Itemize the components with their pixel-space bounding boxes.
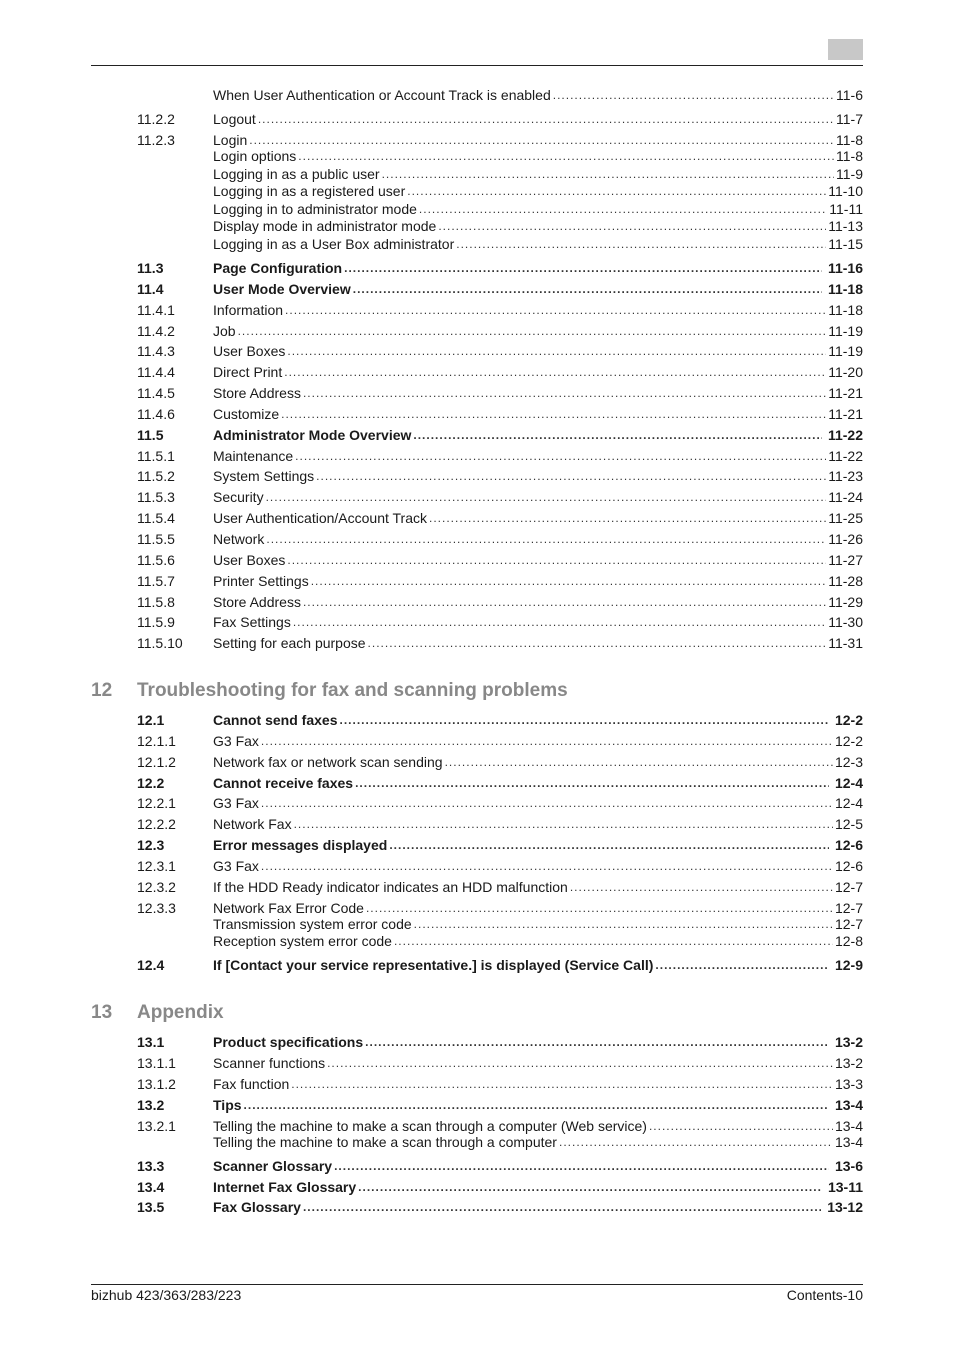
toc-dot-leader	[291, 1076, 833, 1093]
toc-entry-number: 13.1.1	[137, 1054, 176, 1071]
toc-dot-leader	[358, 1179, 822, 1196]
toc-entry-title: Cannot receive faxes	[213, 774, 354, 791]
toc-entry-page: 11-29	[828, 593, 863, 610]
toc-entry-title: Network	[213, 530, 265, 547]
toc-dot-leader	[419, 201, 827, 218]
toc-entry[interactable]	[137, 1054, 863, 1072]
toc-entry[interactable]	[137, 426, 863, 444]
header-rule	[91, 65, 863, 66]
toc-entry-page: 11-21	[828, 384, 863, 401]
toc-dot-leader	[244, 1097, 829, 1114]
toc-entry-page: 12-2	[834, 732, 863, 749]
toc-entry-title: Network Fax Error Code	[213, 899, 364, 916]
toc-entry[interactable]	[137, 956, 863, 974]
toc-entry-title: Maintenance	[213, 447, 294, 464]
chapter-13-number: 13	[91, 1002, 113, 1023]
toc-entry-title: G3 Fax	[213, 857, 259, 874]
toc-entry-page: 11-30	[828, 613, 863, 630]
chapter-13-title: Appendix	[137, 1002, 224, 1023]
toc-entry-title: Logout	[213, 110, 256, 127]
toc-entry-page: 13-6	[834, 1157, 863, 1174]
toc-entry-title: Store Address	[213, 593, 301, 610]
toc-entry-title: Cannot send faxes	[213, 711, 338, 728]
footer-rule	[91, 1284, 863, 1285]
toc-entry[interactable]	[137, 280, 863, 298]
toc-dot-leader	[281, 406, 826, 423]
toc-entry-page: 11-10	[828, 182, 863, 199]
toc-dot-leader	[655, 957, 829, 974]
toc-entry-number: 12.1	[137, 711, 165, 728]
toc-entry[interactable]	[137, 815, 863, 833]
toc-dot-leader	[649, 1118, 833, 1135]
toc-entry-page: 11-18	[828, 301, 863, 318]
toc-dot-leader	[382, 166, 834, 183]
toc-entry-number: 11.2.3	[137, 131, 175, 148]
toc-entry[interactable]	[137, 165, 863, 183]
toc-entry-title: Display mode in administrator mode	[213, 217, 437, 234]
toc-entry-title: Scanner functions	[213, 1054, 326, 1071]
toc-entry-title: Printer Settings	[213, 572, 309, 589]
toc-dot-leader	[553, 87, 834, 104]
toc-entry-title: Fax Glossary	[213, 1198, 301, 1215]
toc-entry-title: User Boxes	[213, 342, 286, 359]
toc-entry-title: Fax Settings	[213, 613, 291, 630]
toc-entry-number: 11.5.10	[137, 634, 183, 651]
toc-entry[interactable]	[137, 1157, 863, 1175]
toc-entry[interactable]	[137, 200, 863, 218]
toc-entry-title: Scanner Glossary	[213, 1157, 333, 1174]
toc-entry[interactable]	[137, 753, 863, 771]
toc-dot-leader	[294, 816, 833, 833]
toc-dot-leader	[407, 183, 826, 200]
toc-entry-title: Logging in to administrator mode	[213, 200, 417, 217]
toc-entry-number: 12.4	[137, 956, 165, 973]
toc-dot-leader	[293, 614, 826, 631]
toc-dot-leader	[355, 775, 829, 792]
toc-entry-number: 11.4.3	[137, 342, 175, 359]
toc-dot-leader	[258, 111, 834, 128]
toc-dot-leader	[456, 236, 826, 253]
toc-entry-page: 12-5	[834, 815, 863, 832]
toc-dot-leader	[559, 1134, 833, 1151]
footer-model: bizhub 423/363/283/223	[91, 1287, 242, 1303]
toc-entry[interactable]	[137, 878, 863, 896]
footer-page-label: Contents-10	[786, 1287, 863, 1303]
toc-entry-page: 12-7	[834, 915, 863, 932]
toc-entry[interactable]	[137, 732, 863, 750]
toc-entry[interactable]	[137, 613, 863, 631]
toc-entry[interactable]	[137, 836, 863, 854]
toc-entry[interactable]	[137, 86, 863, 104]
toc-entry-title: Page Configuration	[213, 259, 343, 276]
toc-entry[interactable]	[137, 774, 863, 792]
toc-entry-number: 11.5.9	[137, 613, 175, 630]
toc-dot-leader	[249, 132, 834, 149]
toc-entry[interactable]	[137, 363, 863, 381]
toc-entry-page: 11-8	[836, 131, 863, 148]
toc-entry-number: 11.3	[137, 259, 164, 276]
toc-entry-number: 11.4.5	[137, 384, 175, 401]
toc-dot-leader	[368, 635, 827, 652]
toc-entry-title: Security	[213, 488, 264, 505]
toc-dot-leader	[238, 323, 827, 340]
toc-entry-number: 11.5.4	[137, 509, 175, 526]
toc-dot-leader	[303, 385, 826, 402]
toc-dot-leader	[344, 260, 822, 277]
toc-dot-leader	[311, 573, 827, 590]
toc-entry-page: 11-16	[827, 259, 863, 276]
toc-entry-page: 11-22	[828, 447, 863, 464]
toc-dot-leader	[284, 364, 826, 381]
toc-entry[interactable]	[137, 259, 863, 277]
toc-entry-title: Error messages displayed	[213, 836, 388, 853]
toc-entry-page: 13-4	[834, 1096, 863, 1113]
toc-entry-title: User Authentication/Account Track	[213, 509, 427, 526]
toc-entry[interactable]	[137, 1033, 863, 1051]
toc-entry[interactable]	[137, 509, 863, 527]
toc-entry[interactable]	[137, 1198, 863, 1216]
toc-entry-title: Telling the machine to make a scan through a computer	[213, 1133, 557, 1150]
toc-dot-leader	[287, 343, 826, 360]
toc-entry-number: 11.4.4	[137, 363, 175, 380]
toc-entry-page: 11-8	[836, 147, 863, 164]
toc-entry[interactable]	[137, 235, 863, 253]
toc-entry-page: 12-6	[834, 857, 863, 874]
toc-entry-page: 11-20	[828, 363, 863, 380]
toc-entry[interactable]	[137, 322, 863, 340]
toc-entry-title: Reception system error code	[213, 932, 392, 949]
toc-entry[interactable]	[137, 217, 863, 235]
chapter-12-number: 12	[91, 680, 113, 701]
toc-dot-leader	[327, 1055, 833, 1072]
toc-dot-leader	[303, 1199, 821, 1216]
toc-entry-number: 12.1.1	[137, 732, 176, 749]
toc-entry-title: Tips	[213, 1096, 242, 1113]
toc-entry-title: Customize	[213, 405, 280, 422]
header-tab-marker	[828, 39, 863, 60]
toc-entry-number: 12.3.2	[137, 878, 176, 895]
toc-entry-number: 13.2.1	[137, 1117, 176, 1134]
toc-entry-page: 12-3	[834, 753, 863, 770]
toc-entry-page: 12-4	[834, 794, 863, 811]
toc-entry-title: Store Address	[213, 384, 301, 401]
toc-entry-page: 12-7	[834, 899, 863, 916]
toc-entry-page: 11-26	[828, 530, 863, 547]
toc-entry-title: Product specifications	[213, 1033, 364, 1050]
toc-entry-number: 13.1	[137, 1033, 165, 1050]
toc-entry-number: 11.4	[137, 280, 164, 297]
toc-entry[interactable]	[137, 915, 863, 933]
toc-dot-leader	[339, 712, 828, 729]
toc-entry-number: 11.4.6	[137, 405, 175, 422]
toc-dot-leader	[394, 933, 833, 950]
toc-entry-page: 12-2	[834, 711, 863, 728]
toc-entry-page: 11-23	[828, 467, 863, 484]
toc-entry-number: 12.3.1	[137, 857, 176, 874]
toc-entry-number: 12.1.2	[137, 753, 176, 770]
toc-entry-title: Internet Fax Glossary	[213, 1178, 357, 1195]
toc-entry[interactable]	[137, 551, 863, 569]
toc-entry-number: 11.5	[137, 426, 164, 443]
toc-entry[interactable]	[137, 447, 863, 465]
toc-entry-page: 13-2	[834, 1054, 863, 1071]
toc-entry[interactable]	[137, 1096, 863, 1114]
toc-entry-number: 13.1.2	[137, 1075, 176, 1092]
chapter-12-heading[interactable]	[91, 679, 568, 703]
toc-entry-number: 11.5.8	[137, 593, 175, 610]
toc-entry[interactable]	[137, 572, 863, 590]
toc-entry[interactable]	[137, 342, 863, 360]
toc-entry[interactable]	[137, 1075, 863, 1093]
toc-dot-leader	[285, 302, 826, 319]
toc-entry-page: 11-22	[827, 426, 863, 443]
toc-entry-title: If the HDD Ready indicator indicates an HDD malfunction	[213, 878, 568, 895]
toc-entry-title: Transmission system error code	[213, 915, 412, 932]
toc-entry-page: 11-24	[828, 488, 863, 505]
toc-entry-number: 12.2.2	[137, 815, 176, 832]
toc-dot-leader	[429, 510, 826, 527]
toc-entry[interactable]	[137, 301, 863, 319]
toc-entry-title: Telling the machine to make a scan through a computer (Web service)	[213, 1117, 647, 1134]
toc-dot-leader	[413, 427, 822, 444]
toc-entry-title: Fax function	[213, 1075, 290, 1092]
toc-entry-number: 11.5.1	[137, 447, 175, 464]
toc-entry-page: 13-12	[827, 1198, 863, 1215]
toc-entry-title: When User Authentication or Account Track is enabled	[213, 86, 551, 103]
toc-entry-number: 11.5.6	[137, 551, 175, 568]
toc-entry-page: 11-25	[828, 509, 863, 526]
toc-dot-leader	[266, 531, 826, 548]
toc-dot-leader	[261, 733, 833, 750]
toc-entry-title: Logging in as a User Box administrator	[213, 235, 455, 252]
toc-entry-page: 13-4	[834, 1133, 863, 1150]
toc-dot-leader	[261, 858, 833, 875]
toc-dot-leader	[366, 900, 833, 917]
toc-entry-page: 11-28	[828, 572, 863, 589]
toc-entry-number: 13.3	[137, 1157, 165, 1174]
toc-entry-title: Information	[213, 301, 284, 318]
toc-entry-number: 11.4.1	[137, 301, 175, 318]
toc-dot-leader	[287, 552, 826, 569]
toc-entry-title: If [Contact your service representative.] is displayed (Service Call)	[213, 956, 654, 973]
toc-entry-title: Setting for each purpose	[213, 634, 366, 651]
toc-entry-page: 13-11	[827, 1178, 863, 1195]
toc-entry-number: 13.2	[137, 1096, 165, 1113]
toc-entry[interactable]	[137, 110, 863, 128]
toc-entry-number: 13.5	[137, 1198, 165, 1215]
toc-dot-leader	[438, 218, 826, 235]
toc-entry-page: 11-6	[836, 86, 863, 103]
toc-entry-page: 12-4	[834, 774, 863, 791]
toc-entry[interactable]	[137, 794, 863, 812]
toc-entry-page: 11-31	[828, 634, 863, 651]
toc-entry-page: 11-19	[828, 322, 863, 339]
toc-dot-leader	[295, 448, 826, 465]
toc-entry-title: Network fax or network scan sending	[213, 753, 443, 770]
toc-dot-leader	[266, 489, 827, 506]
toc-entry-page: 11-15	[828, 235, 863, 252]
toc-entry[interactable]	[137, 405, 863, 423]
toc-entry-page: 11-11	[829, 200, 863, 217]
toc-entry-page: 12-8	[834, 932, 863, 949]
toc-entry-title: Logging in as a public user	[213, 165, 380, 182]
chapter-12-title: Troubleshooting for fax and scanning problems	[137, 680, 568, 701]
toc-dot-leader	[303, 594, 826, 611]
toc-entry-page: 13-3	[834, 1075, 863, 1092]
toc-entry[interactable]	[137, 488, 863, 506]
toc-dot-leader	[414, 916, 833, 933]
toc-entry-title: Login	[213, 131, 248, 148]
toc-entry-page: 11-19	[828, 342, 863, 359]
toc-dot-leader	[316, 468, 826, 485]
toc-entry-page: 11-13	[828, 217, 863, 234]
toc-entry-page: 13-2	[834, 1033, 863, 1050]
toc-entry-number: 12.3.3	[137, 899, 176, 916]
toc-entry[interactable]	[137, 634, 863, 652]
toc-entry-title: User Boxes	[213, 551, 286, 568]
toc-entry[interactable]	[137, 932, 863, 950]
toc-entry-number: 11.5.7	[137, 572, 175, 589]
toc-entry[interactable]	[137, 147, 863, 165]
toc-entry-title: Login options	[213, 147, 297, 164]
toc-dot-leader	[353, 281, 822, 298]
toc-dot-leader	[570, 879, 833, 896]
toc-entry-page: 13-4	[834, 1117, 863, 1134]
toc-entry-page: 12-6	[834, 836, 863, 853]
toc-entry-page: 11-27	[828, 551, 863, 568]
toc-entry-page: 12-9	[834, 956, 863, 973]
toc-dot-leader	[298, 148, 834, 165]
toc-entry-page: 11-18	[827, 280, 863, 297]
toc-entry-title: User Mode Overview	[213, 280, 351, 297]
toc-entry-number: 12.2.1	[137, 794, 176, 811]
toc-entry[interactable]	[137, 711, 863, 729]
toc-entry-number: 11.5.3	[137, 488, 175, 505]
toc-dot-leader	[445, 754, 833, 771]
toc-entry-title: Logging in as a registered user	[213, 182, 406, 199]
toc-entry-number: 12.2	[137, 774, 165, 791]
toc-dot-leader	[334, 1158, 829, 1175]
toc-dot-leader	[389, 837, 829, 854]
toc-entry[interactable]	[137, 530, 863, 548]
toc-entry[interactable]	[137, 384, 863, 402]
chapter-13-heading[interactable]	[91, 1001, 224, 1025]
toc-entry-title: G3 Fax	[213, 732, 259, 749]
toc-entry-title: Administrator Mode Overview	[213, 426, 412, 443]
toc-entry-number: 13.4	[137, 1178, 165, 1195]
toc-entry[interactable]	[137, 857, 863, 875]
toc-dot-leader	[365, 1034, 829, 1051]
toc-entry-number: 11.5.2	[137, 467, 175, 484]
toc-entry-title: Job	[213, 322, 236, 339]
toc-entry[interactable]	[137, 467, 863, 485]
toc-entry-title: G3 Fax	[213, 794, 259, 811]
toc-entry[interactable]	[137, 593, 863, 611]
toc-entry-title: Network Fax	[213, 815, 292, 832]
toc-entry-page: 11-9	[836, 165, 863, 182]
toc-entry-title: Direct Print	[213, 363, 283, 380]
toc-entry-page: 11-7	[836, 110, 863, 127]
toc-entry-number: 11.4.2	[137, 322, 175, 339]
toc-entry[interactable]	[137, 1133, 863, 1151]
toc-entry[interactable]	[137, 182, 863, 200]
toc-entry-number: 12.3	[137, 836, 165, 853]
toc-entry-number: 11.5.5	[137, 530, 175, 547]
toc-entry-number: 11.2.2	[137, 110, 175, 127]
toc-entry-page: 11-21	[828, 405, 863, 422]
toc-entry[interactable]	[137, 1178, 863, 1196]
toc-dot-leader	[261, 795, 833, 812]
toc-entry-page: 12-7	[834, 878, 863, 895]
toc-entry-title: System Settings	[213, 467, 315, 484]
